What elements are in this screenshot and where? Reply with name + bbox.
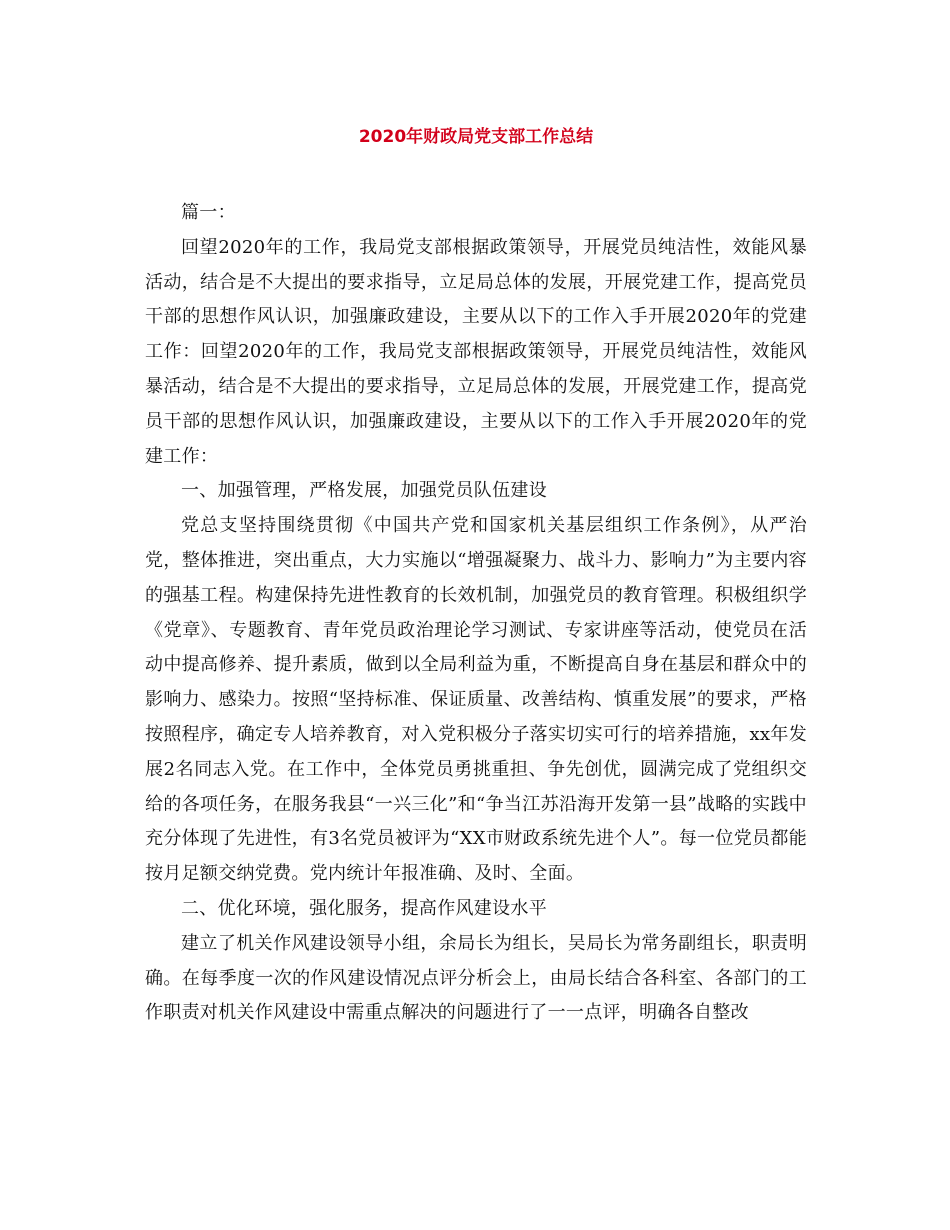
- section-1-paragraph: 党总支坚持围绕贯彻《中国共产党和国家机关基层组织工作条例》，从严治党，整体推进，突出重点，大力实施以“增强凝聚力、战斗力、影响力”为主要内容的强基工程。构建保持先进性教育的长效机制，加强党员的教育管理。积极组织学《党章》、专题教育、青年党员政治理论学习测试、专家讲座等活动，使党员在活动中提高修养、提升素质，做到以全局利益为重，不断提高自身在基层和群众中的影响力、感染力。按照“坚持标准、保证质量、改善结构、慎重发展”的要求，严格按照程序，确定专人培养教育，对入党积极分子落实切实可行的培养措施，xx年发展2名同志入党。在工作中，全体党员勇挑重担、争先创优，圆满完成了党组织交给的各项任务，在服务我县“一兴三化”和“争当江苏沿海开发第一县”战略的实践中充分体现了先进性，有3名党员被评为“XX市财政系统先进个人”。每一位党员都能按月足额交纳党费。党内统计年报准确、及时、全面。: [145, 515, 807, 885]
- section-label-part-one: 篇一：: [181, 202, 236, 223]
- intro-paragraph: 回望2020年的工作，我局党支部根据政策领导，开展党员纯洁性，效能风暴活动，结合是不大提出的要求指导，立足局总体的发展，开展党建工作，提高党员干部的思想作风认识，加强廉政建设，主要从以下的工作入手开展2020年的党建工作：回望2020年的工作，我局党支部根据政策领导，开展党员纯洁性，效能风暴活动，结合是不大提出的要求指导，立足局总体的发展，开展党建工作，提高党员干部的思想作风认识，加强廉政建设，主要从以下的工作入手开展2020年的党建工作：: [145, 236, 807, 467]
- document-page: [145, 0, 807, 1230]
- section-heading-1: 一、加强管理，严格发展，加强党员队伍建设: [181, 480, 547, 502]
- document-body: [145, 196, 807, 1031]
- document-title: 2020年财政局党支部工作总结: [358, 127, 594, 147]
- section-2-paragraph: 建立了机关作风建设领导小组，余局长为组长，吴局长为常务副组长，职责明确。在每季度一次的作风建设情况点评分析会上，由局长结合各科室、各部门的工作职责对机关作风建设中需重点解决的问题进行了一一点评，明确各自整改: [145, 932, 807, 1024]
- section-heading-2: 二、优化环境，强化服务，提高作风建设水平: [181, 897, 547, 919]
